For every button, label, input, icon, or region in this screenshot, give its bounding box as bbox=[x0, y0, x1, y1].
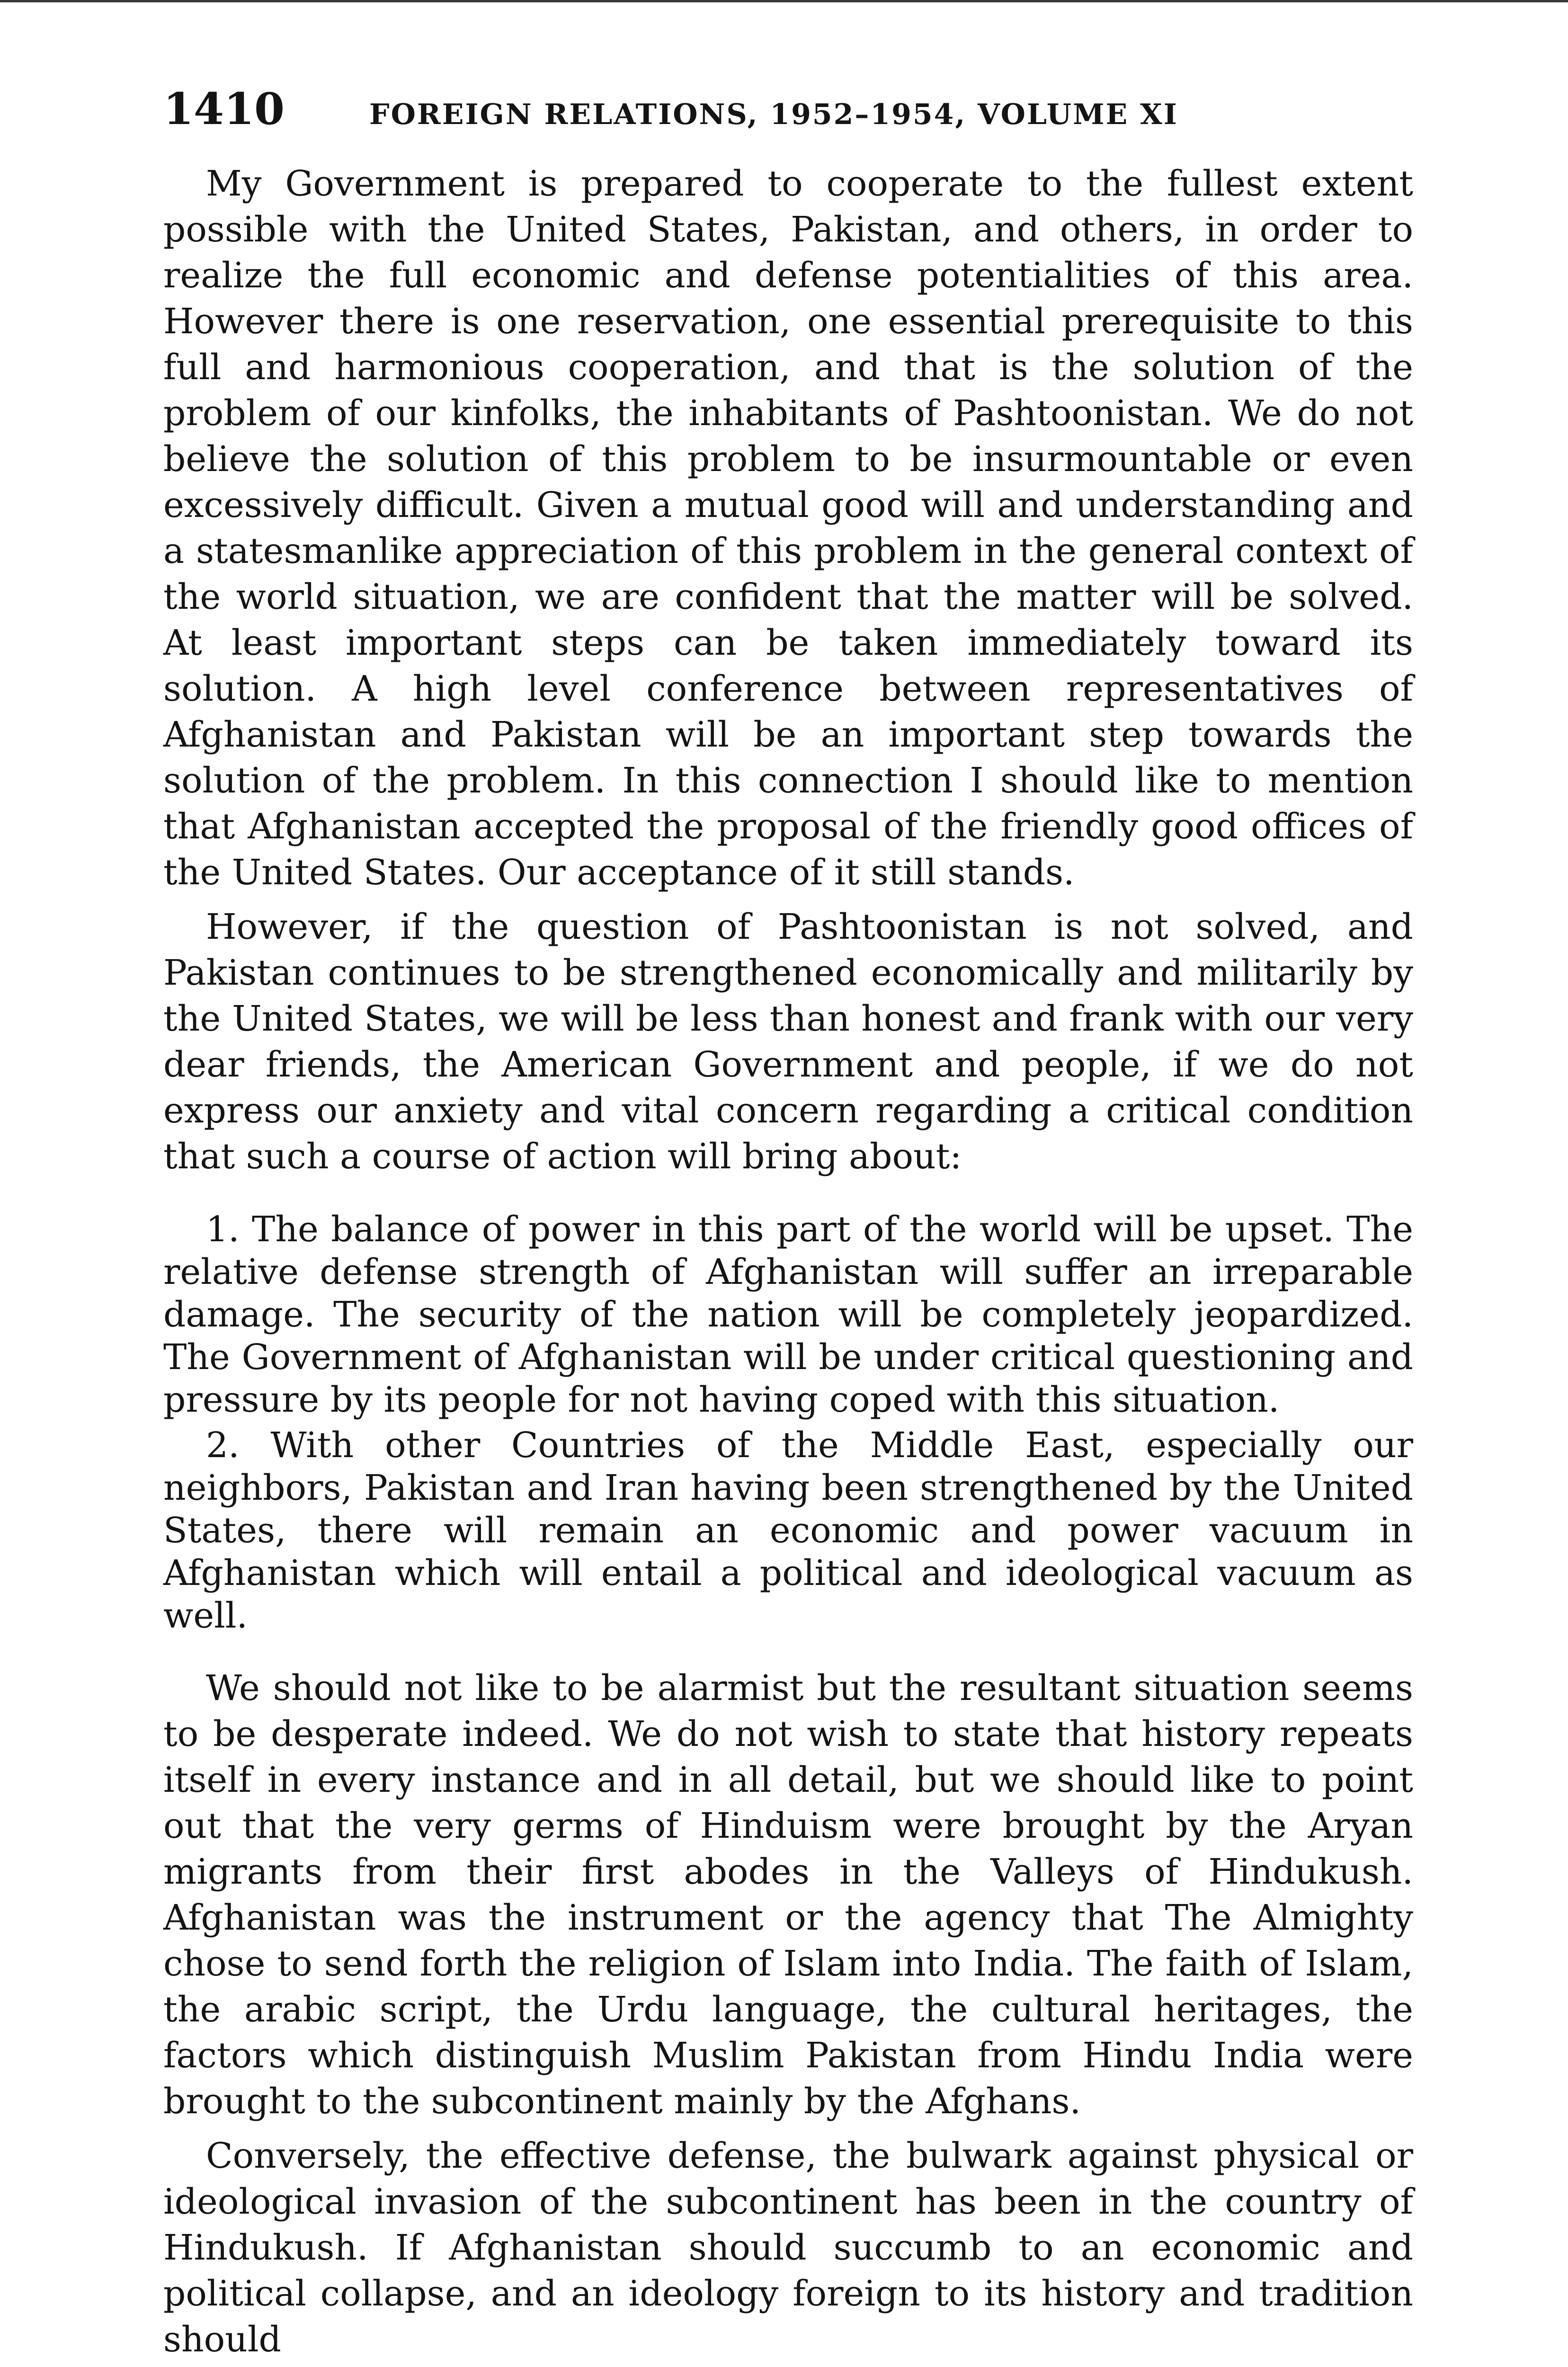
paragraph-history-hindukush: We should not like to be alarmist but the resultant situation seems to be desperate indeed. We do not wish to state that history repeats itself in every instance and in all detail, but we should like to point out that the very germs of Hinduism were brought by the Aryan migrants from their first abodes in the Valleys of Hindukush. Afghanistan was the instrument or the agency that The Almighty chose to send forth the religion of Islam into India. The faith of Islam, the arabic script, the Urdu language, the cultural heritages, the factors which distinguish Muslim Pakistan from Hindu India were brought to the subcontinent mainly by the Afghans. bbox=[163, 1668, 1413, 2122]
numbered-list bbox=[163, 1208, 1413, 1637]
list-item-balance-of-power bbox=[163, 1208, 1413, 1421]
paragraph-effective-defense: Conversely, the effective defense, the bulwark against physical or ideological invasion of the subcontinent has been in the country of Hindukush. If Afghanistan should succumb to an economic and political collapse, and an ideology foreign to its history and tradition should bbox=[163, 2136, 1413, 2360]
header-title: FOREIGN RELATIONS, 1952–1954, VOLUME XI bbox=[369, 98, 1178, 131]
list-item-number: 2. bbox=[206, 1425, 240, 1466]
page-number: 1410 bbox=[163, 83, 285, 134]
paragraph-pashtoonistan-concern: However, if the question of Pashtoonistan is not solved, and Pakistan continues to be strengthened economically and militarily by the United States, we will be less than honest and frank with our very dear friends, the American Government and people, if we do not express our anxiety and vital concern regarding a critical condition that such a course of action will bring about: bbox=[163, 907, 1413, 1177]
top-edge-rule bbox=[0, 0, 1568, 2]
body-text bbox=[163, 161, 1413, 2363]
list-item-power-vacuum bbox=[163, 1424, 1413, 1637]
running-header bbox=[163, 80, 1413, 137]
list-item-text: With other Countries of the Middle East, especially our neighbors, Pakistan and Iran having been strengthened by the United States, there will remain an economic and power vacuum in Afghanistan which will entail a political and ideological vacuum as well. bbox=[163, 1425, 1413, 1636]
list-item-number: 1. bbox=[206, 1209, 240, 1250]
list-item-text: The balance of power in this part of the world will be upset. The relative defense strength of Afghanistan will suffer an irreparable damage. The security of the nation will be completely jeopardized. The Government of Afghanistan will be under critical questioning and pressure by its people for not having coped with this situation. bbox=[163, 1209, 1413, 1420]
paragraph-government-cooperation: My Government is prepared to cooperate to the fullest extent possible with the United States, Pakistan, and others, in order to realize the full economic and defense potentialities of this area. However there is one reservation, one essential prerequisite to this full and harmonious cooperation, and that is the solution of the problem of our kinfolks, the inhabitants of Pashtoonistan. We do not believe the solution of this problem to be insurmountable or even excessively difficult. Given a mutual good will and understanding and a statesmanlike appreciation of this problem in the general context of the world situation, we are confident that the matter will be solved. At least important steps can be taken immediately toward its solution. A high level conference between representatives of Afghanistan and Pakistan will be an important step towards the solution of the problem. In this connection I should like to mention that Afghanistan accepted the proposal of the friendly good offices of the United States. Our acceptance of it still stands. bbox=[163, 163, 1413, 893]
